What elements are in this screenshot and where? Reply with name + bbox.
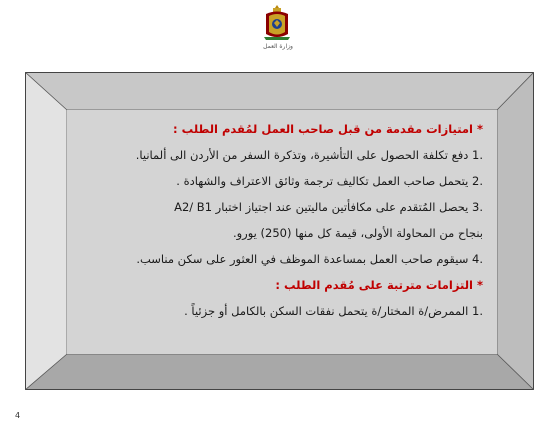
- item-text: يحصل المُتقدم على مكافأتين ماليتين عند اجتياز اختبار A2/ B1: [174, 200, 469, 214]
- item-text: دفع تكلفة الحصول على التأشيرة، وتذكرة السفر من الأردن الى ألمانيا.: [135, 148, 469, 162]
- item-number: 2.: [472, 174, 483, 188]
- item-text: بنجاح من المحاولة الأولى، قيمة كل منها (250) يورو.: [232, 226, 483, 240]
- page-number: 4: [15, 411, 21, 420]
- ministry-label: وزارة العمل: [263, 43, 293, 50]
- content-panel: [67, 110, 497, 354]
- item-text: يتحمل صاحب العمل تكاليف ترجمة وثائق الاعتراف والشهادة .: [176, 174, 469, 188]
- list-item: [77, 142, 483, 168]
- list-item-continuation: [77, 220, 483, 246]
- jordan-coat-of-arms-icon: [262, 4, 292, 42]
- list-item: [77, 298, 483, 324]
- item-text: سيقوم صاحب العمل بمساعدة الموظف في العثور على سكن مناسب.: [136, 252, 469, 266]
- item-number: 4.: [472, 252, 483, 266]
- item-number: 1.: [472, 148, 483, 162]
- list-item: [77, 194, 483, 220]
- section1-title: * امتيازات مقدمة من قبل صاحب العمل لمُقدم الطلب :: [173, 122, 483, 136]
- item-number: 1.: [472, 304, 483, 318]
- item-text: الممرض/ة المختار/ة يتحمل نفقات السكن بالكامل أو جزئياً .: [184, 304, 469, 318]
- section2-title: * التزامات مترتبة على مُقدم الطلب :: [275, 278, 483, 292]
- list-item: [77, 246, 483, 272]
- item-number: 3.: [472, 200, 483, 214]
- list-item: [77, 168, 483, 194]
